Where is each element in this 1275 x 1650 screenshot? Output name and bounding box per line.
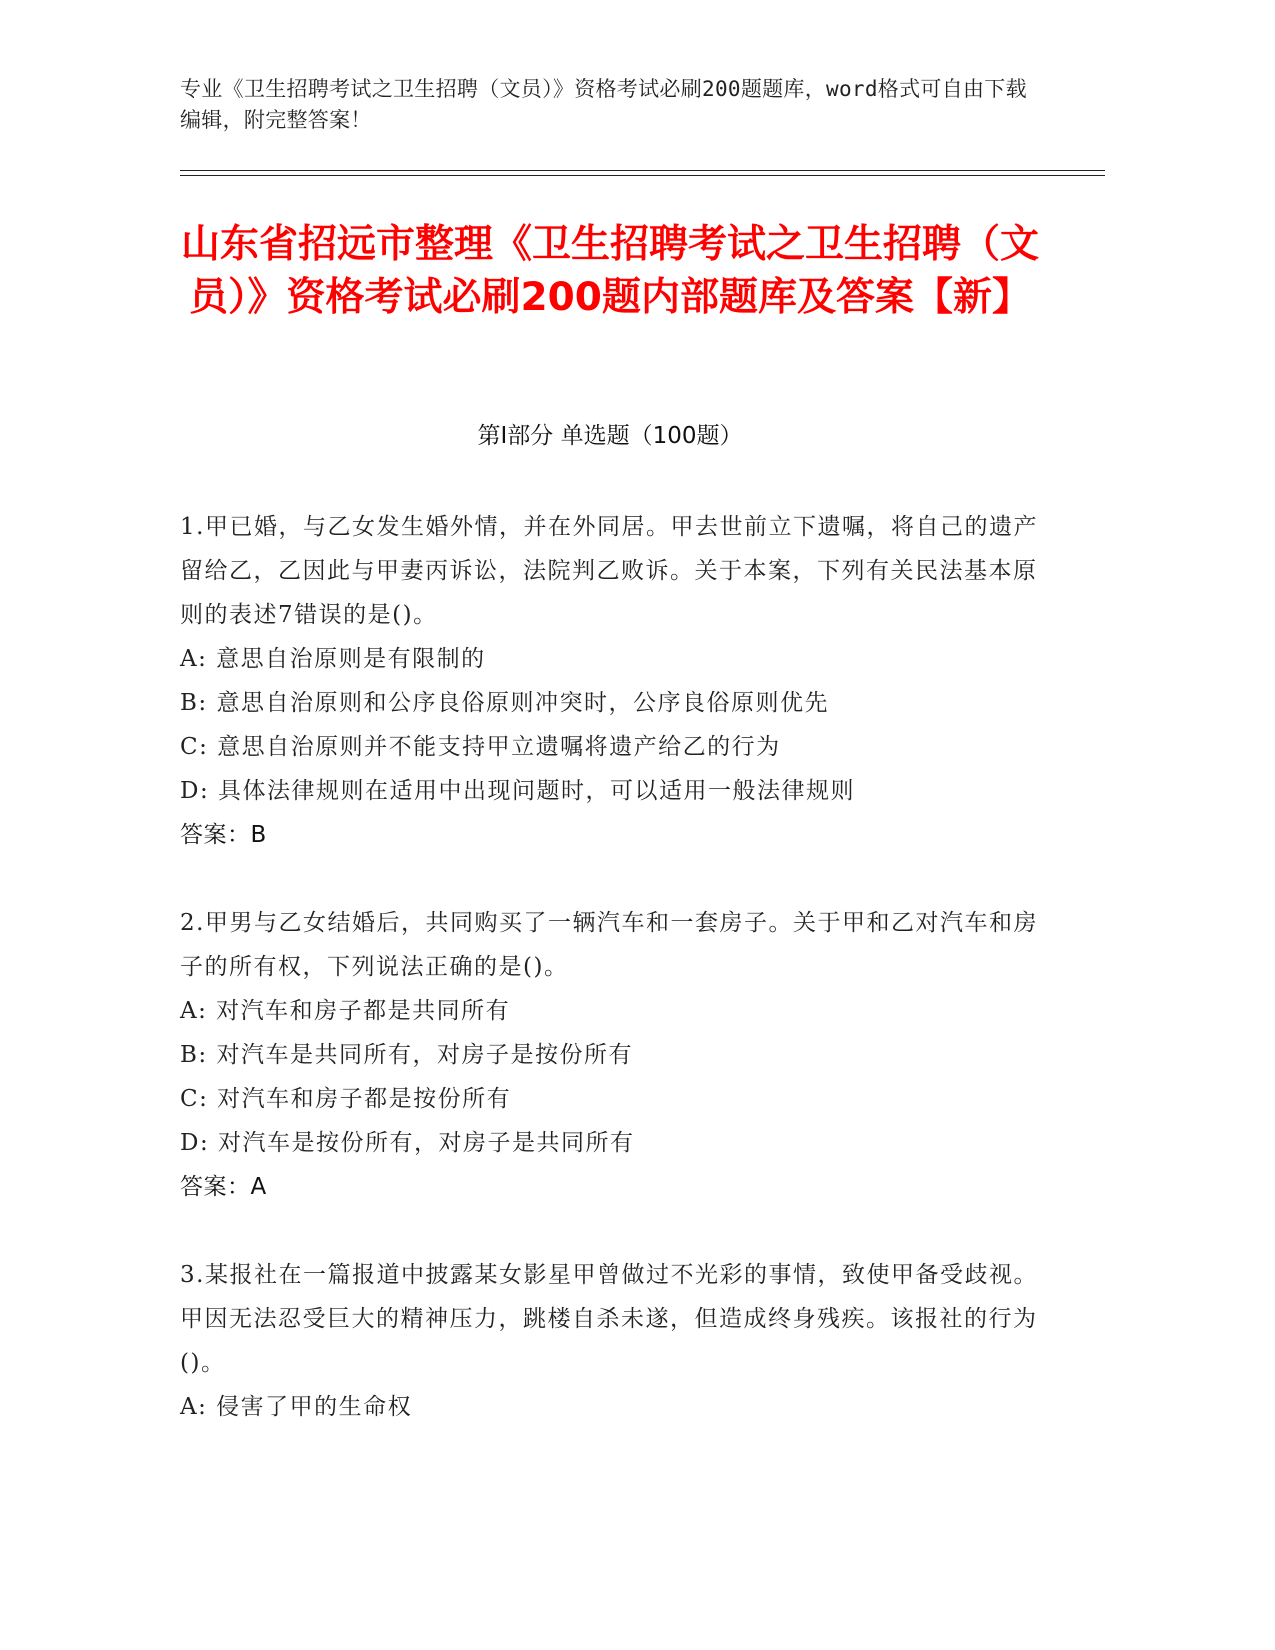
question-stem: 2.甲男与乙女结婚后，共同购买了一辆汽车和一套房子。关于甲和乙对汽车和房子的所有权，下列说法正确的是()。 (180, 910, 1038, 980)
option-c: C: 对汽车和房子都是按份所有 (180, 1086, 512, 1112)
option-b: B: 对汽车是共同所有，对房子是按份所有 (180, 1042, 633, 1068)
header-divider-top (180, 170, 1105, 171)
question-stem: 3.某报社在一篇报道中披露某女影星甲曾做过不光彩的事情，致使甲备受歧视。甲因无法忍受巨大的精神压力，跳楼自杀未遂，但造成终身残疾。该报社的行为()。 (180, 1262, 1038, 1376)
question-stem: 1.甲已婚，与乙女发生婚外情，并在外同居。甲去世前立下遗嘱，将自己的遗产留给乙，乙因此与甲妻丙诉讼，法院判乙败诉。关于本案，下列有关民法基本原则的表述7错误的是()。 (180, 514, 1038, 628)
option-a: A: 侵害了甲的生命权 (180, 1394, 413, 1420)
option-a: A: 意思自治原则是有限制的 (180, 646, 486, 672)
question-1 (180, 505, 1040, 857)
option-c: C: 意思自治原则并不能支持甲立遗嘱将遗产给乙的行为 (180, 734, 781, 760)
answer-label: 答案：A (180, 1174, 267, 1200)
option-d: D: 具体法律规则在适用中出现问题时，可以适用一般法律规则 (180, 778, 856, 804)
header-note: 专业《卫生招聘考试之卫生招聘（文员）》资格考试必刷200题题库，word格式可自由下载编辑，附完整答案！ (180, 77, 1027, 132)
question-3 (180, 1253, 1040, 1429)
option-b: B: 意思自治原则和公序良俗原则冲突时，公序良俗原则优先 (180, 690, 829, 716)
question-list (180, 505, 1040, 1473)
document-title: 山东省招远市整理《卫生招聘考试之卫生招聘（文员）》资格考试必刷200题内部题库及答案【新】 (180, 222, 1039, 320)
question-2 (180, 901, 1040, 1209)
option-a: A: 对汽车和房子都是共同所有 (180, 998, 511, 1024)
answer-label: 答案：B (180, 822, 267, 848)
header-divider-bottom (180, 175, 1105, 176)
option-d: D: 对汽车是按份所有，对房子是共同所有 (180, 1130, 635, 1156)
section-title: 第Ⅰ部分 单选题（100题） (477, 423, 743, 449)
